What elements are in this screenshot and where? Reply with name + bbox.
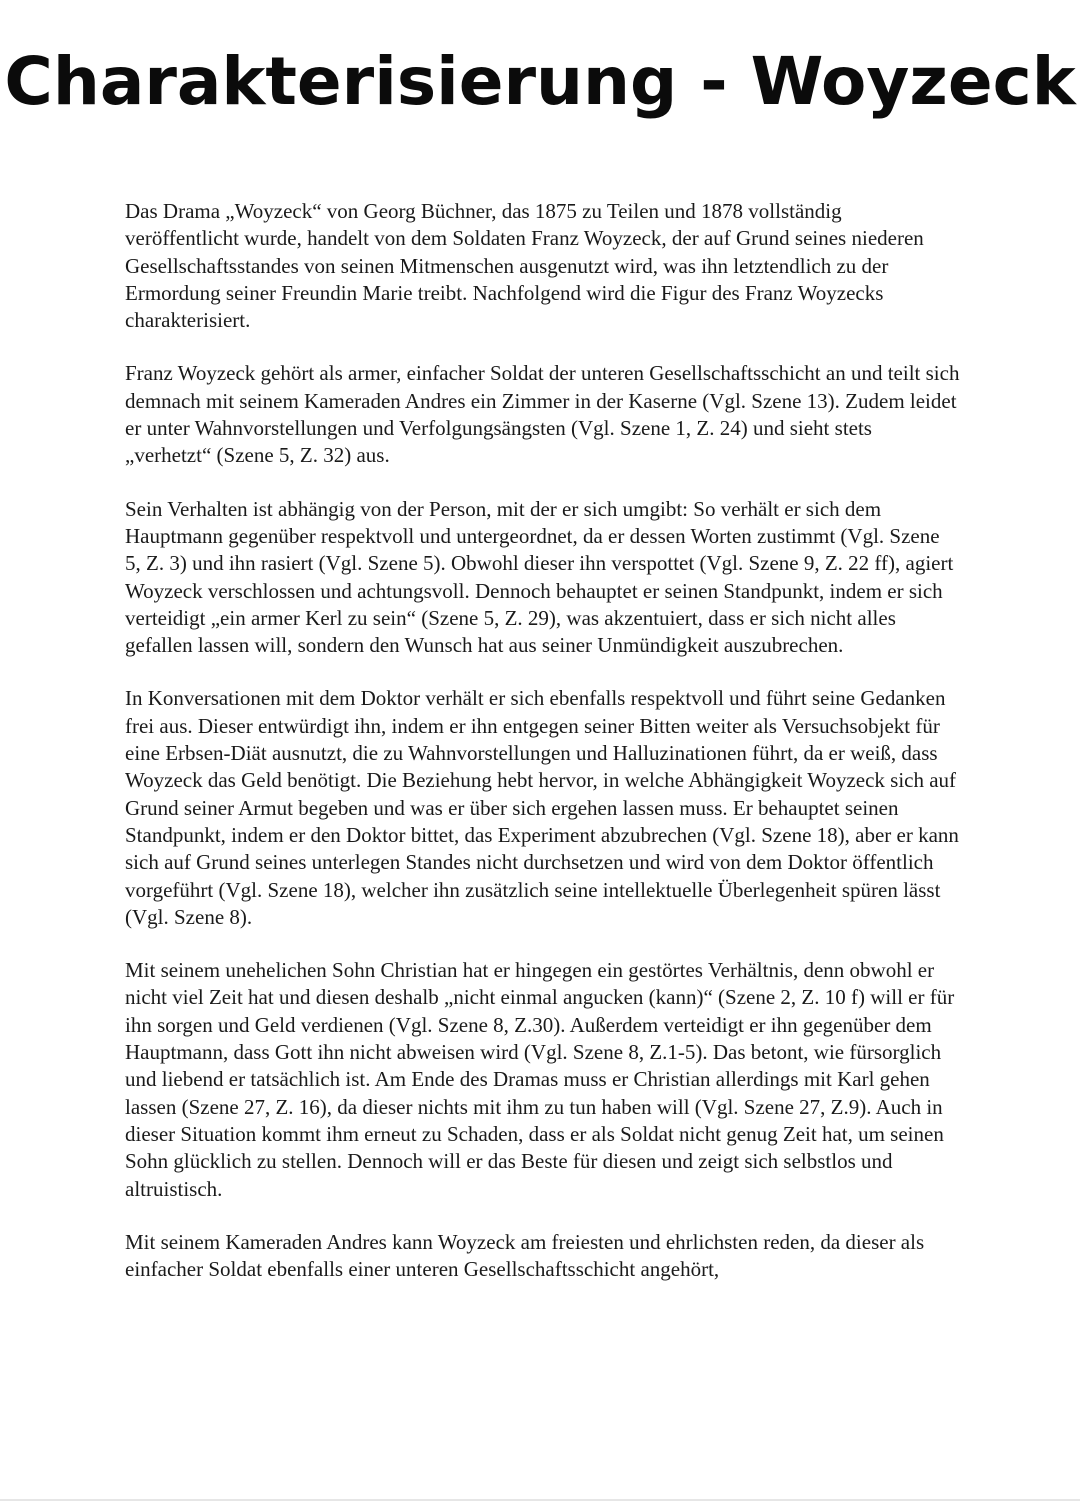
paragraph-andres: Mit seinem Kameraden Andres kann Woyzeck am freiesten und ehrlichsten reden, da dieser als einfacher Soldat ebenfalls einer unteren Gesellschaftsschicht angehört,	[125, 1229, 925, 1282]
paragraph-hauptmann: Sein Verhalten ist abhängig von der Person, mit der er sich umgibt: So verhält er sich dem Hauptmann gegenüber respektvoll und untergeordnet, da er dessen Worten zustimmt (Vgl. Szene 5, Z. 3) und ihn rasiert (Vgl. Szene 5). Obwohl dieser ihn verspottet (Vgl. Szene 9, Z. 22 ff), agiert Woyzeck verschlossen und achtungsvoll. Dennoch behauptet er seinen Standpunkt, indem er sich verteidigt „ein armer Kerl zu sein“ (Szene 5, Z. 29), was akzentuiert, dass er sich nicht alles gefallen lassen will, sondern den Wunsch hat aus seiner Unmündigkeit auszubrechen.	[125, 496, 954, 658]
paragraph-intro: Das Drama „Woyzeck“ von Georg Büchner, das 1875 zu Teilen und 1878 vollständig veröffentlicht wurde, handelt von dem Soldaten Franz Woyzeck, der auf Grund seines niederen Gesellschaftsstandes von seinen Mitmenschen ausgenutzt wird, was ihn letztendlich zu der Ermordung seiner Freundin Marie treibt. Nachfolgend wird die Figur des Franz Woyzecks charakterisiert.	[125, 199, 924, 333]
document-body	[125, 198, 960, 1309]
document-title: Charakterisierung - Woyzeck	[4, 43, 1076, 120]
paragraph-christian: Mit seinem unehelichen Sohn Christian hat er hingegen ein gestörtes Verhältnis, denn obwohl er nicht viel Zeit hat und diesen deshalb „nicht einmal angucken (kann)“ (Szene 2, Z. 10 f) will er für ihn sorgen und Geld verdienen (Vgl. Szene 8, Z.30). Außerdem verteidigt er ihn gegenüber dem Hauptmann, dass Gott ihn nicht abweisen wird (Vgl. Szene 8, Z.1-5). Das betont, wie fürsorglich und liebend er tatsächlich ist. Am Ende des Dramas muss er Christian allerdings mit Karl gehen lassen (Szene 27, Z. 16), da dieser nichts mit ihm zu tun haben will (Vgl. Szene 27, Z.9). Auch in dieser Situation kommt ihm erneut zu Schaden, dass er als Soldat nicht genug Zeit hat, um seinen Sohn glücklich zu stellen. Dennoch will er das Beste für diesen und zeigt sich selbstlos und altruistisch.	[125, 958, 955, 1201]
paragraph-doktor: In Konversationen mit dem Doktor verhält er sich ebenfalls respektvoll und führt seine Gedanken frei aus. Dieser entwürdigt ihn, indem er ihn entgegen seiner Bitten weiter als Versuchsobjekt für eine Erbsen-Diät ausnutzt, die zu Wahnvorstellungen und Halluzinationen führt, da er weiß, dass Woyzeck das Geld benötigt. Die Beziehung hebt hervor, in welche Abhängigkeit Woyzeck sich auf Grund seiner Armut begeben und was er über sich ergehen lassen muss. Er behauptet seinen Standpunkt, indem er den Doktor bittet, das Experiment abzubrechen (Vgl. Szene 18), aber er kann sich auf Grund seines unterlegen Standes nicht durchsetzen und wird von dem Doktor öffentlich vorgeführt (Vgl. Szene 18), welcher ihn zusätzlich seine intellektuelle Überlegenheit spüren lässt (Vgl. Szene 8).	[125, 686, 959, 929]
paragraph-social-status: Franz Woyzeck gehört als armer, einfacher Soldat der unteren Gesellschaftsschicht an und teilt sich demnach mit seinem Kameraden Andres ein Zimmer in der Kaserne (Vgl. Szene 13). Zudem leidet er unter Wahnvorstellungen und Verfolgungsängsten (Vgl. Szene 1, Z. 24) und sieht stets „verhetzt“ (Szene 5, Z. 32) aus.	[125, 361, 960, 468]
